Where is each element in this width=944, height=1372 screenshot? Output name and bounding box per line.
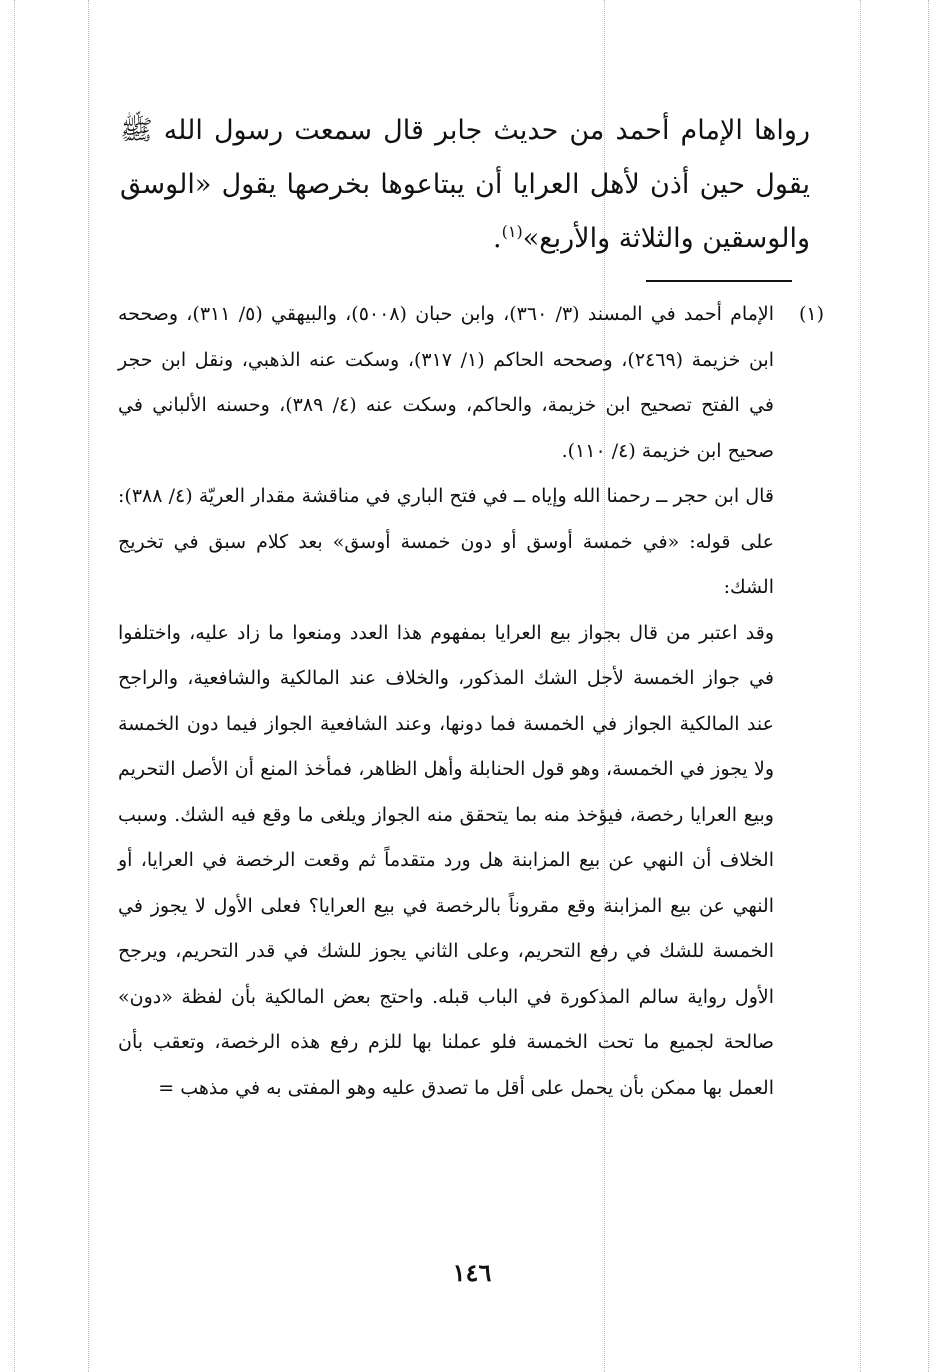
footnote-1: [108, 292, 824, 474]
scan-edge-dots-right-inner: [860, 0, 861, 1372]
scan-edge-dots-right: [928, 0, 929, 1372]
footnote-number: (١): [798, 303, 824, 325]
continuation-mark: =: [158, 1076, 175, 1099]
page-number: ١٤٦: [452, 1258, 492, 1287]
scan-edge-dots-left-inner: [88, 0, 89, 1372]
quote-body: وقد اعتبر من قال بجواز بيع العرايا بمفهوم هذا العدد ومنعوا ما زاد عليه، واختلفوا في جواز الخمسة لأجل الشك المذكور، والخلاف عند المالكية والشافعية، والراجح عند المالكية الجواز في الخمسة فما دونها، وعند الشافعية الجواز فيما دون الخمسة ولا يجوز في الخمسة، وهو قول الحنابلة وأهل الظاهر، فمأخذ المنع أن الأصل التحريم وبيع العرايا رخصة، فيؤخذ منه بما يتحقق منه الجواز ويلغى ما وقع فيه الشك. وسبب الخلاف أن النهي عن بيع المزابنة هل ورد متقدماً ثم وقعت الرخصة في العرايا، أو النهي عن بيع المزابنة وقع مقروناً بالرخصة في بيع العرايا؟ فعلى الأول لا يجوز في الخمسة للشك في رفع التحريم، وعلى الثاني يجوز للشك في قدر التحريم، ويرجح الأول رواية سالم المذكورة في الباب قبله. واحتج بعض المالكية بأن لفظة «دون» صالحة لجميع ما تحت الخمسة فلو عملنا بها للزم رفع هذه الرخصة، وتعقب بأن العمل بها ممكن بأن يحمل على أقل ما تصدق عليه وهو المفتى به في مذهب =: [118, 621, 774, 1099]
quote-intro: قال ابن حجر ــ رحمنا الله وإياه ــ في فتح الباري في مناقشة مقدار العريّة (٤/ ٣٨٨): على قوله: «في خمسة أوسق أو دون خمسة أوسق» بعد كلام سبق في تخريج الشك:: [118, 485, 774, 598]
footnote-text: [108, 292, 774, 474]
footnote-reference: (١): [501, 222, 523, 241]
main-body-text: [120, 104, 810, 266]
footnote-citation: الإمام أحمد في المسند (٣/ ٣٦٠)، وابن حبان (٥٠٠٨)، والبيهقي (٥/ ٣١١)، وصححه ابن خزيمة (٢٤٦٩)، وصححه الحاكم (١/ ٣١٧)، وسكت عنه الذهبي، ونقل ابن حجر في الفتح تصحيح ابن خزيمة، والحاكم، وسكت عنه (٤/ ٣٨٩)، وحسنه الألباني في صحيح ابن خزيمة (٤/ ١١٠).: [118, 303, 775, 462]
footnote-separator: [646, 280, 792, 282]
footnotes-section: [108, 292, 824, 1111]
main-paragraph: رواها الإمام أحمد من حديث جابر قال سمعت رسول الله ﷺ يقول حين أذن لأهل العرايا أن يبتاعوها بخرصها يقول «الوسق والوسقين والثلاثة والأربع»$^{(١)}$.: [120, 115, 810, 254]
scan-edge-dots-left: [14, 0, 15, 1372]
ibn-hajar-quote: [108, 474, 774, 1111]
end-mark: .: [493, 223, 502, 254]
